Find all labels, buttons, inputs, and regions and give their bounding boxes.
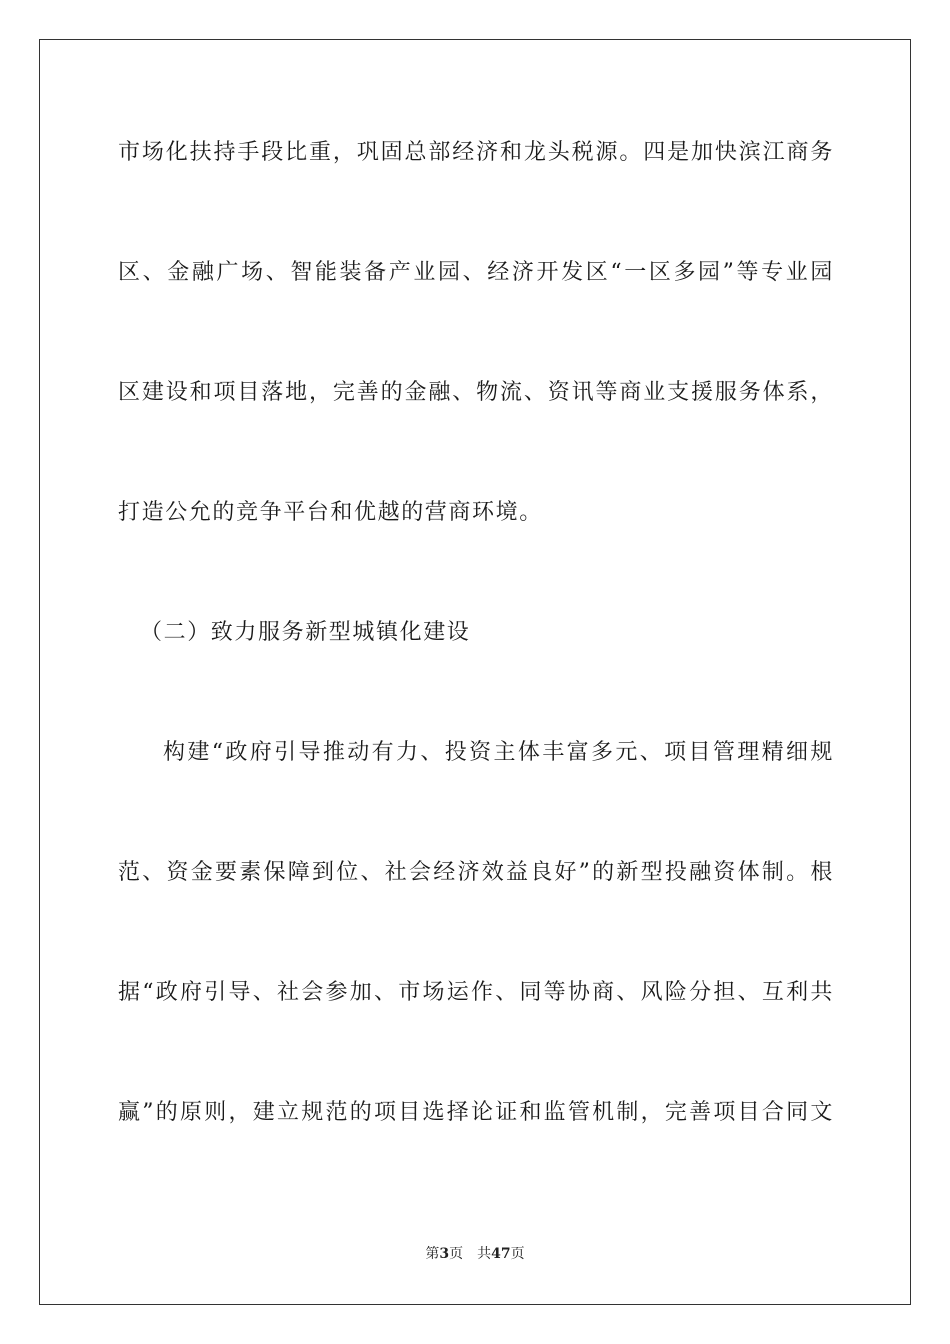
- body-text-line-1: 市场化扶持手段比重，巩固总部经济和龙头税源。四是加快滨江商务: [118, 140, 834, 165]
- footer-page-prefix: 第: [425, 1246, 440, 1262]
- footer-page-suffix: 页: [449, 1246, 464, 1262]
- body-text-line-7: 据“政府引导、社会参加、市场运作、同等协商、风险分担、互利共: [118, 980, 834, 1005]
- body-text-line-8: 赢”的原则，建立规范的项目选择论证和监管机制，完善项目合同文: [118, 1100, 834, 1125]
- section-heading: （二）致力服务新型城镇化建设: [140, 620, 471, 645]
- body-text-line-5: 构建“政府引导推动有力、投资主体丰富多元、项目管理精细规: [163, 740, 834, 765]
- footer-total-suffix: 页: [510, 1246, 525, 1262]
- footer-total-prefix: 共: [477, 1246, 492, 1262]
- body-text-line-4: 打造公允的竞争平台和优越的营商环境。: [118, 500, 543, 525]
- body-text-line-2: 区、金融广场、智能装备产业园、经济开发区“一区多园”等专业园: [118, 260, 834, 285]
- body-text-line-3: 区建设和项目落地，完善的金融、物流、资讯等商业支援服务体系，: [118, 380, 834, 405]
- page-footer: [0, 1244, 950, 1264]
- body-text-line-6: 范、资金要素保障到位、社会经济效益良好”的新型投融资体制。根: [118, 860, 834, 885]
- footer-page-number: 3: [439, 1246, 450, 1262]
- footer-total-number: 47: [491, 1246, 511, 1262]
